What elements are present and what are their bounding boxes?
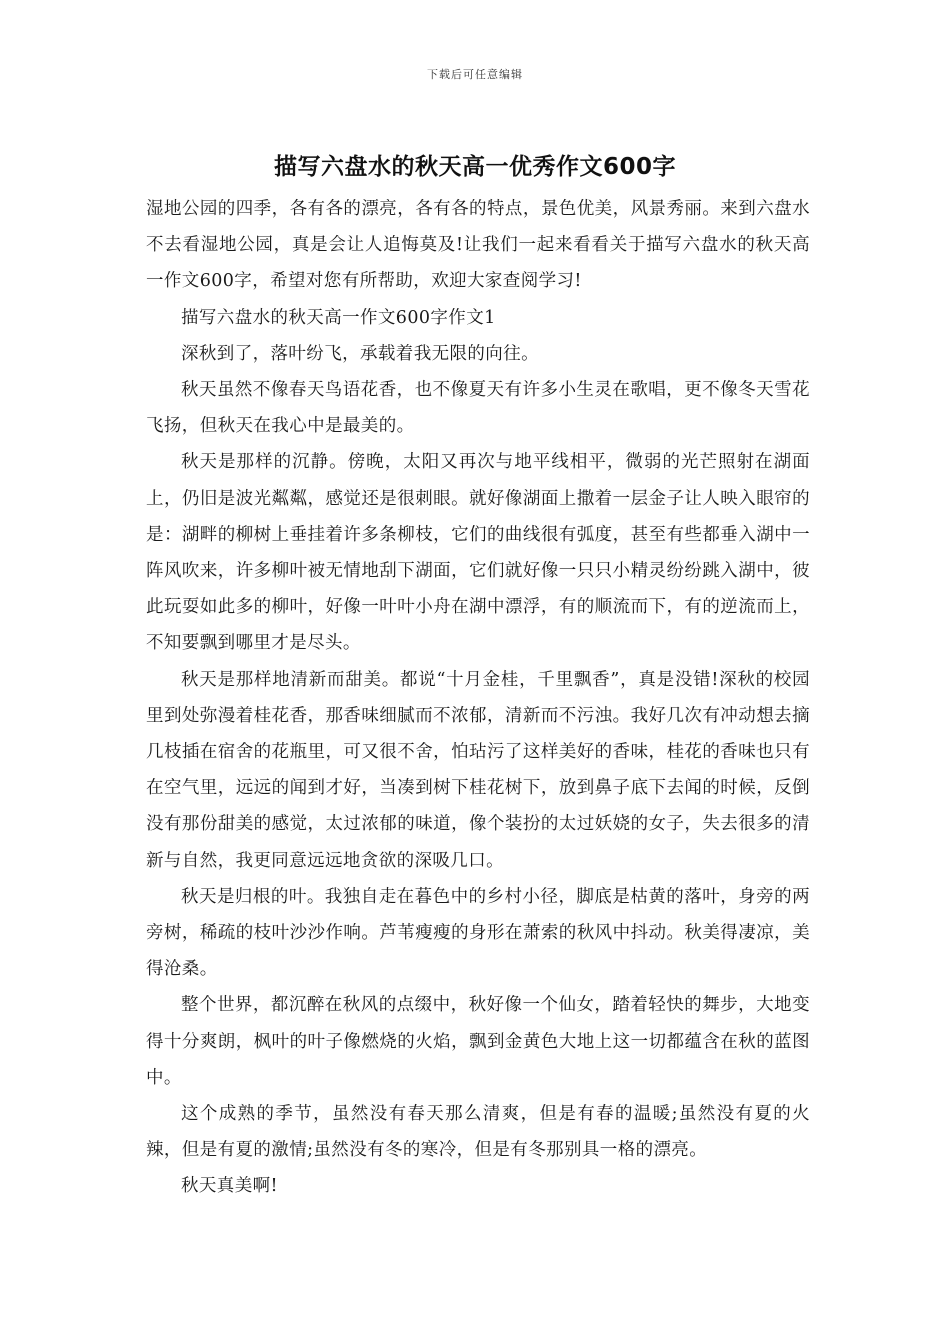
section-heading: 描写六盘水的秋天高一作文600字作文1 [181, 307, 496, 328]
header-note: 下载后可任意编辑 [427, 68, 523, 81]
closing-paragraph: 秋天真美啊! [181, 1176, 278, 1197]
body-paragraph: 秋天虽然不像春天鸟语花香，也不像夏天有许多小生灵在歌唱，更不像冬天雪花飞扬，但秋天在我心中是最美的。 [146, 380, 810, 437]
body-paragraph: 秋天是那样地清新而甜美。都说“十月金桂，千里飘香”，真是没错!深秋的校园里到处弥漫着桂花香，那香味细腻而不浓郁，清新而不污浊。我好几次有冲动想去摘几枝插在宿舍的花瓶里，可又很不舍，怕玷污了这样美好的香味，桂花的香味也只有在空气里，远远的闻到才好，当凑到树下桂花树下，放到鼻子底下去闻的时候，反倒没有那份甜美的感觉，太过浓郁的味道，像个装扮的太过妖娆的女子，失去很多的清新与自然，我更同意远远地贪欲的深吸几口。 [146, 669, 810, 871]
body-paragraph: 深秋到了，落叶纷飞，承载着我无限的向往。 [181, 343, 539, 364]
document-title: 描写六盘水的秋天高一优秀作文600字 [273, 154, 676, 180]
body-paragraph: 秋天是那样的沉静。傍晚，太阳又再次与地平线相平，微弱的光芒照射在湖面上，仍旧是波光粼粼，感觉还是很刺眼。就好像湖面上撒着一层金子让人映入眼帘的是：湖畔的柳树上垂挂着许多条柳枝，它们的曲线很有弧度，甚至有些都垂入湖中一阵风吹来，许多柳叶被无情地刮下湖面，它们就好像一只只小精灵纷纷跳入湖中，彼此玩耍如此多的柳叶，好像一叶叶小舟在湖中漂浮，有的顺流而下，有的逆流而上，不知要飘到哪里才是尽头。 [146, 452, 810, 654]
body-paragraph: 整个世界，都沉醉在秋风的点缀中，秋好像一个仙女，踏着轻快的舞步，大地变得十分爽朗，枫叶的叶子像燃烧的火焰，飘到金黄色大地上这一切都蕴含在秋的蓝图中。 [146, 995, 810, 1088]
body-paragraph: 秋天是归根的叶。我独自走在暮色中的乡村小径，脚底是枯黄的落叶，身旁的两旁树，稀疏的枝叶沙沙作响。芦苇瘦瘦的身形在萧索的秋风中抖动。秋美得凄凉，美得沧桑。 [146, 886, 810, 980]
body-paragraph: 这个成熟的季节，虽然没有春天那么清爽，但是有春的温暖;虽然没有夏的火辣，但是有夏的激情;虽然没有冬的寒冷，但是有冬那别具一格的漂亮。 [146, 1104, 810, 1161]
document-body [146, 191, 810, 1205]
intro-paragraph: 湿地公园的四季，各有各的漂亮，各有各的特点，景色优美，风景秀丽。来到六盘水不去看湿地公园，真是会让人追悔莫及!让我们一起来看看关于描写六盘水的秋天高一作文600字，希望对您有所帮助，欢迎大家查阅学习! [146, 199, 810, 292]
